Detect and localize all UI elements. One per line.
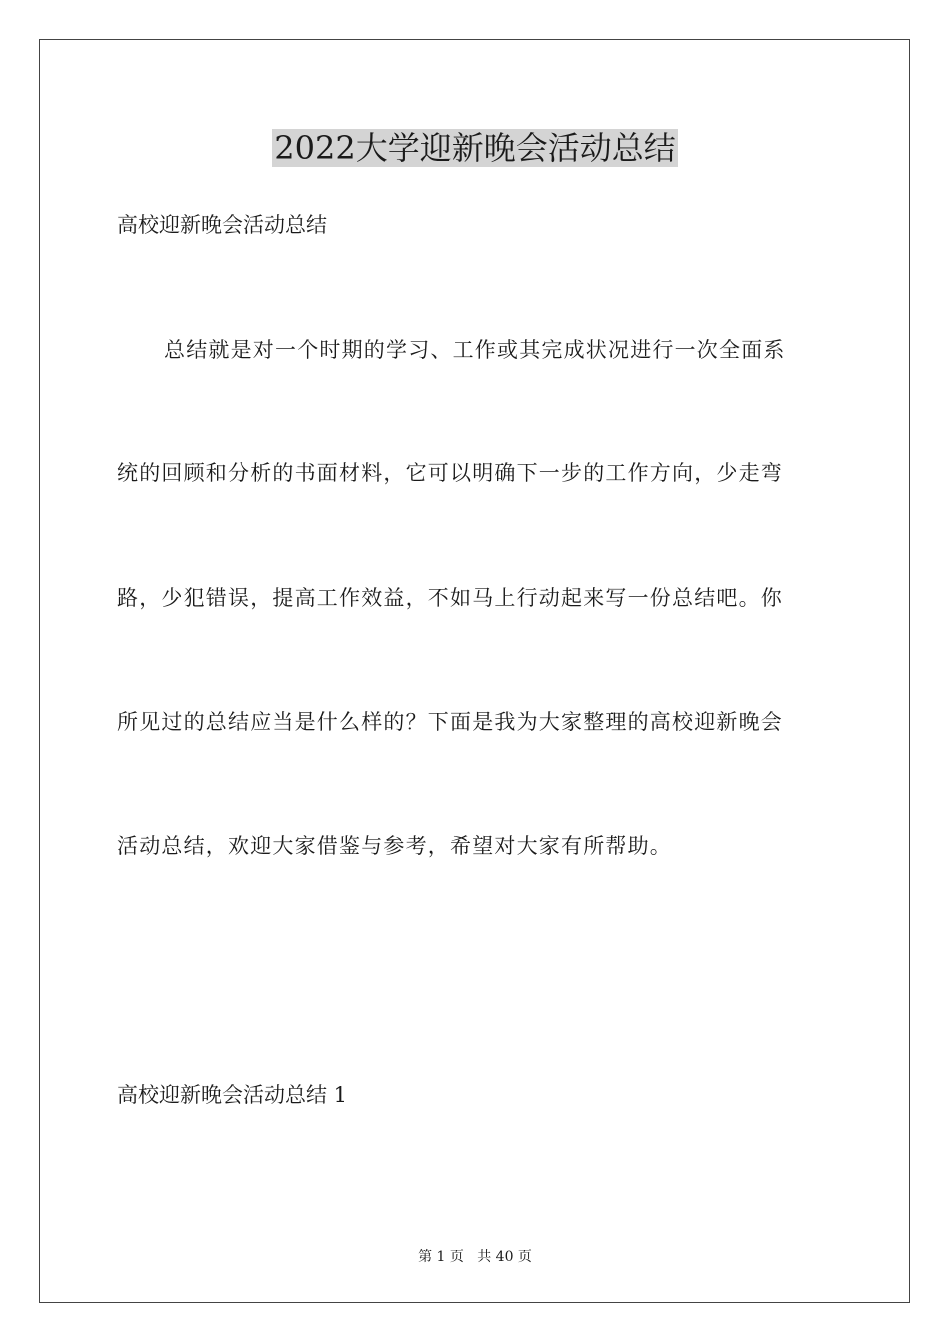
section-heading: 高校迎新晚会活动总结 1: [117, 1083, 348, 1107]
document-title-text: 2022大学迎新晚会活动总结: [274, 129, 676, 167]
document-subtitle: 高校迎新晚会活动总结: [117, 213, 327, 237]
intro-line-3: 路，少犯错误，提高工作效益，不如马上行动起来写一份总结吧。你: [117, 586, 783, 610]
document-title: [0, 126, 950, 170]
intro-line-2: 统的回顾和分析的书面材料，它可以明确下一步的工作方向，少走弯: [117, 461, 783, 485]
page-footer: 第 1 页 共 40 页: [418, 1249, 532, 1265]
intro-line-4: 所见过的总结应当是什么样的？下面是我为大家整理的高校迎新晚会: [117, 710, 783, 734]
intro-line-1: 总结就是对一个时期的学习、工作或其完成状况进行一次全面系: [164, 338, 786, 362]
intro-line-5: 活动总结，欢迎大家借鉴与参考，希望对大家有所帮助。: [117, 834, 672, 858]
